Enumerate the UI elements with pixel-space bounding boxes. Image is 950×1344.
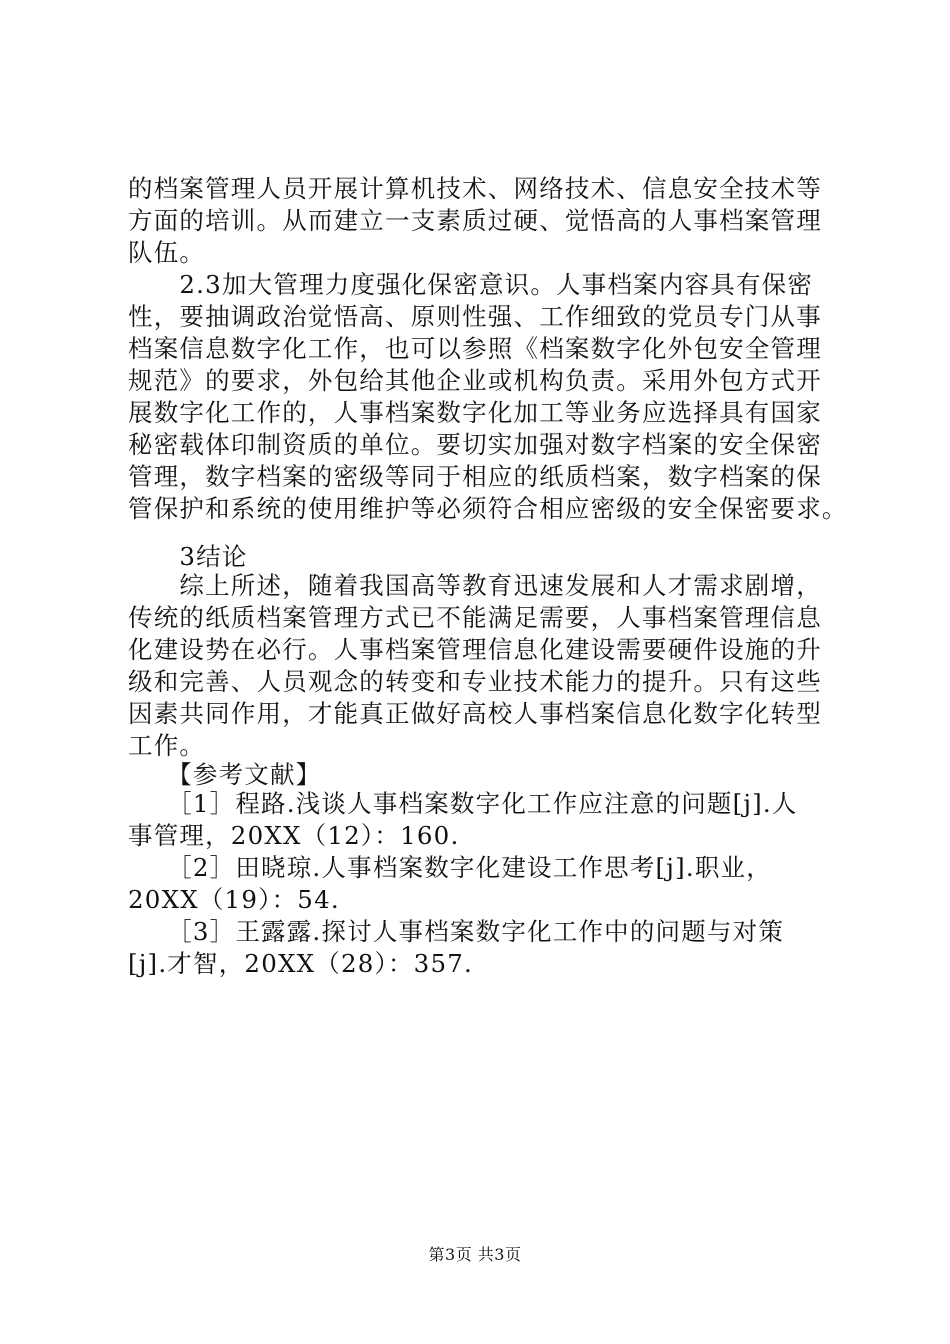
text-line: 规范》的要求，外包给其他企业或机构负责。采用外包方式开 <box>128 366 822 395</box>
text-line: 的档案管理人员开展计算机技术、网络技术、信息安全技术等 <box>128 174 822 203</box>
text-line: 队伍。 <box>128 238 206 267</box>
section-heading-conclusion <box>128 541 840 573</box>
reference-line: ［3］王露露.探讨人事档案数字化工作中的问题与对策 <box>128 917 785 946</box>
reference-line: ［2］田晓琼.人事档案数字化建设工作思考[j].职业， <box>128 853 772 882</box>
text-line: 因素共同作用，才能真正做好高校人事档案信息化数字化转型 <box>128 699 822 728</box>
text-line: 化建设势在必行。人事档案管理信息化建设需要硬件设施的升 <box>128 635 822 664</box>
text-line: 管保护和系统的使用维护等必须符合相应密级的安全保密要求。 <box>128 494 848 523</box>
paragraph-confidentiality <box>128 269 848 525</box>
text-line: 管理，数字档案的密级等同于相应的纸质档案，数字档案的保 <box>128 462 822 491</box>
reference-line: ［1］程路.浅谈人事档案数字化工作应注意的问题[j].人 <box>128 789 798 818</box>
paragraph-training <box>128 173 840 269</box>
references-list <box>128 788 840 980</box>
reference-line: [j].才智，20XX（28）：357. <box>128 949 474 978</box>
paragraph-conclusion <box>128 570 840 762</box>
text-line: 秘密载体印制资质的单位。要切实加强对数字档案的安全保密 <box>128 430 822 459</box>
text-line: 方面的培训。从而建立一支素质过硬、觉悟高的人事档案管理 <box>128 206 822 235</box>
text-line: 综上所述，随着我国高等教育迅速发展和人才需求剧增， <box>128 571 822 600</box>
page-footer: 第3页 共3页 <box>428 1245 522 1264</box>
references-title: 【参考文献】 <box>128 760 322 789</box>
references-heading <box>128 759 840 791</box>
text-line: 工作。 <box>128 731 206 760</box>
text-line: 展数字化工作的，人事档案数字化加工等业务应选择具有国家 <box>128 398 822 427</box>
text-line: 档案信息数字化工作，也可以参照《档案数字化外包安全管理 <box>128 334 822 363</box>
text-line: 级和完善、人员观念的转变和专业技术能力的提升。只有这些 <box>128 667 822 696</box>
section-heading: 3结论 <box>128 542 248 571</box>
text-line: 2.3加大管理力度强化保密意识。人事档案内容具有保密 <box>128 270 814 299</box>
text-line: 性，要抽调政治觉悟高、原则性强、工作细致的党员专门从事 <box>128 302 822 331</box>
reference-line: 事管理，20XX（12）：160. <box>128 821 460 850</box>
text-line: 传统的纸质档案管理方式已不能满足需要，人事档案管理信息 <box>128 603 822 632</box>
reference-line: 20XX（19）：54. <box>128 885 340 914</box>
